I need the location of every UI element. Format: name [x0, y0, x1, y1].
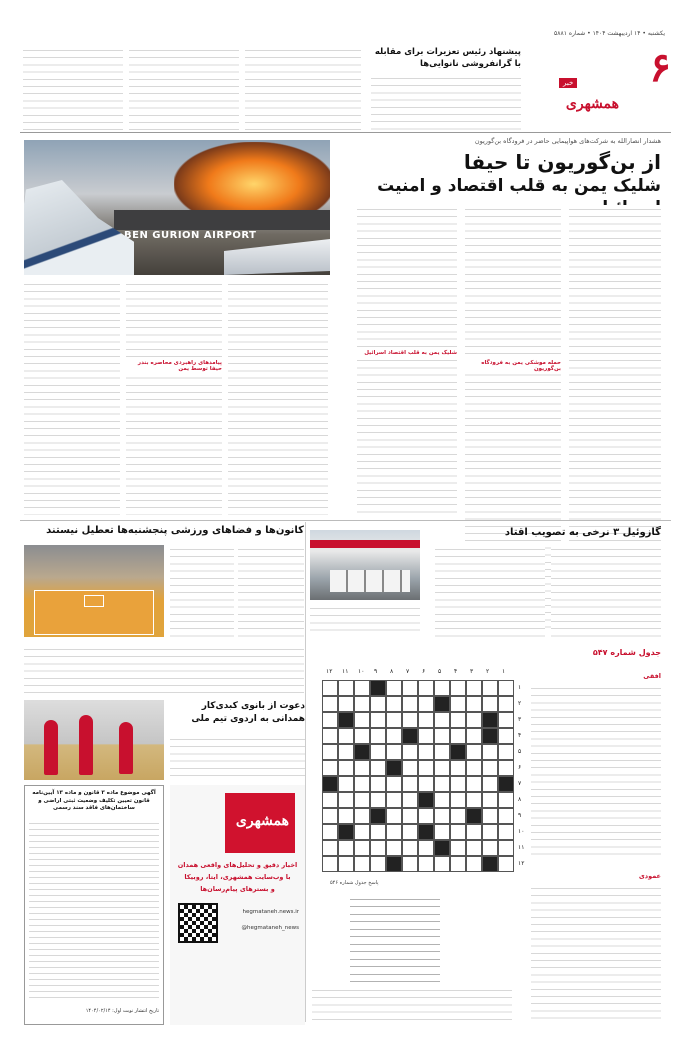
- promo-logo-tile: [225, 793, 295, 853]
- crossword-cell: [450, 792, 466, 808]
- crossword-col-number: ۱۲: [326, 668, 333, 675]
- crossword-cell: [322, 728, 338, 744]
- crossword-cell: [418, 808, 434, 824]
- crossword-cell: [434, 680, 450, 696]
- crossword-row-number: ۱: [518, 684, 522, 691]
- crossword-cell: [498, 840, 514, 856]
- crossword-cell: [434, 744, 450, 760]
- crossword-cell: [322, 856, 338, 872]
- crossword-cell: [466, 744, 482, 760]
- crossword-cell: [370, 840, 386, 856]
- crossword-cell: [386, 856, 402, 872]
- gas-text-col-1: [551, 545, 661, 637]
- crossword-cell: [466, 792, 482, 808]
- crossword-cell: [434, 840, 450, 856]
- qr-code: [178, 903, 218, 943]
- crossword-col-number: ۷: [406, 668, 410, 675]
- sports-hall-photo: [24, 545, 164, 637]
- airport-photo: [24, 140, 330, 275]
- promo-site-link[interactable]: hegmataneh.news.ir: [242, 909, 299, 915]
- top-col-3: [245, 46, 361, 132]
- crossword-cell: [466, 840, 482, 856]
- crossword-col-number: ۲: [486, 668, 490, 675]
- crossword-cell: [450, 728, 466, 744]
- crossword-row-number: ۶: [518, 764, 522, 771]
- crossword-cell: [418, 856, 434, 872]
- main-kicker: هشدار انصارالله به شرکت‌های هواپیمایی حاضر در فرودگاه بن‌گوریون: [474, 137, 661, 145]
- main-col-3: [357, 205, 457, 515]
- crossword-cell: [402, 696, 418, 712]
- gas-station-photo: [310, 530, 420, 600]
- crossword-cell: [450, 760, 466, 776]
- crossword-cell: [450, 744, 466, 760]
- crossword-cell: [498, 824, 514, 840]
- crossword-cell: [322, 680, 338, 696]
- crossword-col-number: ۹: [374, 668, 378, 675]
- crossword-row-number: ۹: [518, 812, 522, 819]
- masthead: [0, 30, 691, 130]
- crossword-cell: [386, 728, 402, 744]
- crossword-cell: [482, 696, 498, 712]
- across-clues: [531, 684, 661, 859]
- crossword-cell: [482, 744, 498, 760]
- crossword-cell: [498, 680, 514, 696]
- crossword-cell: [322, 744, 338, 760]
- crossword-cell: [370, 808, 386, 824]
- crossword-cell: [338, 808, 354, 824]
- crossword-grid: [322, 680, 514, 872]
- crossword-cell: [354, 712, 370, 728]
- crossword-cell: [434, 776, 450, 792]
- down-clues: [531, 884, 661, 1024]
- crossword-cell: [418, 760, 434, 776]
- crossword-cell: [498, 712, 514, 728]
- crossword-cell: [402, 792, 418, 808]
- side-headline: پیشنهاد رئیس تعزیرات برای مقابله با گرانفروشی نانوایی‌ها: [374, 47, 521, 69]
- extra-clues: [312, 986, 512, 1022]
- below-photo-col-3: [228, 280, 328, 515]
- crossword-cell: [354, 792, 370, 808]
- crossword-cell: [370, 792, 386, 808]
- crossword-row-number: ۱۲: [518, 860, 525, 867]
- answers-label: پاسخ جدول شماره ۵۴۶: [330, 880, 379, 886]
- crossword-cell: [466, 712, 482, 728]
- sports-headline: کانون‌ها و فضاهای ورزشی پنجشنبه‌ها تعطیل نیستند: [46, 525, 304, 536]
- crossword-cell: [466, 760, 482, 776]
- gas-headline: گازوئیل ۳ نرخی به تصویب اقتاد: [504, 527, 661, 538]
- crossword-cell: [434, 792, 450, 808]
- crossword-cell: [450, 680, 466, 696]
- below-photo-col-2: [126, 280, 222, 515]
- crossword-cell: [434, 696, 450, 712]
- crossword-cell: [466, 776, 482, 792]
- below-photo-col-1: [24, 280, 120, 515]
- kabaddi-photo: [24, 700, 164, 780]
- crossword-cell: [354, 856, 370, 872]
- crossword-cell: [402, 680, 418, 696]
- crossword-cell: [418, 728, 434, 744]
- crossword-cell: [482, 728, 498, 744]
- crossword-cell: [498, 760, 514, 776]
- crossword-cell: [482, 792, 498, 808]
- crossword-cell: [466, 728, 482, 744]
- crossword-cell: [498, 776, 514, 792]
- crossword-cell: [322, 696, 338, 712]
- header-divider: [20, 132, 671, 133]
- top-col-2: [129, 46, 239, 132]
- airport-sign: BEN GURION AIRPORT: [124, 230, 257, 241]
- crossword-cell: [418, 824, 434, 840]
- crossword-cell: [386, 696, 402, 712]
- crossword-cell: [450, 712, 466, 728]
- station-canopy: [310, 540, 420, 548]
- crossword-col-number: ۱۱: [342, 668, 349, 675]
- crossword-cell: [354, 808, 370, 824]
- promo-box: [170, 785, 305, 1025]
- crossword-cell: [482, 856, 498, 872]
- crossword-cell: [354, 728, 370, 744]
- crossword-cell: [354, 680, 370, 696]
- crossword-cell: [370, 712, 386, 728]
- crossword-row-number: ۱۱: [518, 844, 525, 851]
- crossword-cell: [402, 856, 418, 872]
- court-goal: [84, 595, 104, 607]
- crossword-cell: [418, 792, 434, 808]
- crossword-cell: [450, 808, 466, 824]
- sports-text-col-2: [238, 545, 304, 637]
- answers-grid: [350, 892, 440, 982]
- side-story-text: [371, 74, 521, 130]
- logo-box: [551, 58, 621, 118]
- crossword-col-number: ۱: [502, 668, 506, 675]
- terminal-building: [114, 210, 330, 230]
- kabaddi-headline: دعوت از بانوی کبدی‌کار همدانی به اردوی تیم ملی: [191, 701, 305, 724]
- crossword-cell: [370, 776, 386, 792]
- promo-line-3: و بسترهای پیام‌رسان‌ها: [200, 885, 275, 893]
- main-sub-heading-2: پیامدهای راهبردی محاصره بندر حیفا توسط یمن: [126, 360, 222, 372]
- main-sub-heading-3: شلیک یمن به قلب اقتصاد اسرائیل: [357, 350, 457, 356]
- crossword-cell: [370, 744, 386, 760]
- crossword-cell: [482, 824, 498, 840]
- crossword-col-number: ۴: [454, 668, 458, 675]
- crossword-cell: [370, 824, 386, 840]
- gas-text-col-2: [435, 545, 545, 637]
- crossword-cell: [482, 808, 498, 824]
- crossword-cell: [386, 744, 402, 760]
- fuel-trucks: [330, 570, 410, 592]
- crossword-cell: [418, 680, 434, 696]
- crossword-cell: [370, 696, 386, 712]
- crossword-cell: [402, 712, 418, 728]
- crossword-cell: [466, 856, 482, 872]
- crossword-cell: [354, 776, 370, 792]
- crossword-cell: [498, 728, 514, 744]
- crossword-cell: [322, 712, 338, 728]
- crossword-cell: [418, 712, 434, 728]
- crossword-cell: [482, 760, 498, 776]
- crossword-cell: [498, 744, 514, 760]
- crossword-cell: [386, 776, 402, 792]
- crossword-cell: [418, 840, 434, 856]
- promo-line-2: با وب‌سایت همشهری، ایتا، روبیکا: [184, 873, 291, 881]
- crossword-cell: [402, 808, 418, 824]
- crossword-cell: [386, 824, 402, 840]
- crossword-cell: [466, 680, 482, 696]
- crossword-cell: [338, 856, 354, 872]
- crossword-cell: [370, 760, 386, 776]
- crossword-row-number: ۷: [518, 780, 522, 787]
- crossword-col-numbers: [322, 668, 514, 678]
- down-label: عمودی: [638, 872, 661, 880]
- crossword-cell: [482, 776, 498, 792]
- crossword-cell: [450, 776, 466, 792]
- crossword-row-number: ۵: [518, 748, 522, 755]
- crossword-cell: [402, 728, 418, 744]
- crossword-cell: [498, 808, 514, 824]
- crossword-cell: [322, 824, 338, 840]
- crossword-col-number: ۱۰: [358, 668, 365, 675]
- crossword-row-number: ۴: [518, 732, 522, 739]
- section-label: خبر: [559, 78, 577, 88]
- legal-notice: [24, 785, 164, 1025]
- crossword-cell: [354, 840, 370, 856]
- crossword-cell: [338, 792, 354, 808]
- crossword-cell: [402, 776, 418, 792]
- logo-text: همشهری: [565, 96, 619, 112]
- crossword-cell: [498, 792, 514, 808]
- main-title-line2: شلیک یمن به قلب اقتصاد و امنیت: [377, 176, 661, 196]
- crossword-row-number: ۸: [518, 796, 522, 803]
- crossword-cell: [322, 776, 338, 792]
- crossword-cell: [418, 776, 434, 792]
- crossword-cell: [370, 856, 386, 872]
- crossword-cell: [322, 840, 338, 856]
- crossword-cell: [322, 808, 338, 824]
- crossword-cell: [386, 792, 402, 808]
- sports-text-col-1: [170, 545, 234, 637]
- crossword-cell: [402, 744, 418, 760]
- crossword-cell: [338, 744, 354, 760]
- crossword-cell: [354, 744, 370, 760]
- main-title-line1: از بن‌گوریون تا حیفا: [463, 150, 661, 174]
- crossword-cell: [418, 696, 434, 712]
- crossword-col-number: ۸: [390, 668, 394, 675]
- crossword-cell: [482, 680, 498, 696]
- crossword-cell: [386, 840, 402, 856]
- crossword-cell: [402, 824, 418, 840]
- sports-text-col-3: [24, 645, 304, 695]
- top-col-1: [23, 46, 123, 132]
- crossword-col-number: ۶: [422, 668, 426, 675]
- crossword-row-number: ۳: [518, 716, 522, 723]
- crossword-cell: [354, 824, 370, 840]
- player-2: [79, 715, 93, 775]
- notice-title: آگهی موضوع ماده ۳ قانون و ماده ۱۳ آیین‌نامه قانون تعیین تکلیف وضعیت ثبتی اراضی و ساختمان‌های فاقد سند رسمی: [32, 790, 156, 811]
- crossword-cell: [370, 728, 386, 744]
- crossword-cell: [482, 840, 498, 856]
- crossword-cell: [482, 712, 498, 728]
- crossword-cell: [386, 680, 402, 696]
- crossword-cell: [402, 840, 418, 856]
- crossword-cell: [322, 792, 338, 808]
- crossword-title: جدول شماره ۵۴۷: [592, 648, 661, 657]
- crossword-cell: [450, 824, 466, 840]
- promo-line-1: اخبار دقیق و تحلیل‌های واقعی همدان: [177, 861, 298, 869]
- crossword-cell: [322, 760, 338, 776]
- crossword-cell: [386, 712, 402, 728]
- crossword-cell: [354, 760, 370, 776]
- airplane-right: [224, 235, 330, 275]
- crossword-cell: [498, 856, 514, 872]
- notice-footer: تاریخ انتشار نوبت اول: ۱۴۰۴/۰۲/۱۴: [85, 1008, 159, 1014]
- crossword-cell: [386, 808, 402, 824]
- crossword-cell: [402, 760, 418, 776]
- crossword-cell: [450, 840, 466, 856]
- crossword-cell: [434, 712, 450, 728]
- explosion-shape: [174, 142, 330, 212]
- crossword-col-number: ۳: [470, 668, 474, 675]
- player-3: [119, 722, 133, 774]
- crossword-cell: [434, 808, 450, 824]
- crossword-cell: [466, 696, 482, 712]
- across-label: افقی: [643, 672, 661, 680]
- column-divider: [305, 522, 306, 1022]
- crossword-cell: [434, 824, 450, 840]
- crossword-cell: [338, 840, 354, 856]
- crossword-cell: [370, 680, 386, 696]
- crossword-row-number: ۱۰: [518, 828, 525, 835]
- crossword-row-numbers: [516, 680, 526, 872]
- player-1: [44, 720, 58, 775]
- crossword-cell: [338, 760, 354, 776]
- promo-logo-text: همشهری: [235, 813, 289, 829]
- crossword-cell: [386, 760, 402, 776]
- main-story-divider: [20, 520, 671, 521]
- crossword-cell: [338, 712, 354, 728]
- crossword-cell: [434, 728, 450, 744]
- notice-body: [29, 820, 159, 1000]
- crossword-cell: [466, 808, 482, 824]
- crossword-col-number: ۵: [438, 668, 442, 675]
- kabaddi-text: [170, 735, 305, 780]
- crossword-cell: [338, 728, 354, 744]
- crossword-cell: [338, 680, 354, 696]
- promo-handle-link[interactable]: @hegmataneh_news: [241, 925, 299, 931]
- crossword-cell: [450, 696, 466, 712]
- page-number: ۶: [649, 44, 671, 91]
- crossword-cell: [498, 696, 514, 712]
- crossword-cell: [338, 824, 354, 840]
- crossword-cell: [338, 696, 354, 712]
- date-line: یکشنبه • ۱۴ اردیبهشت ۱۴۰۴ • شماره ۵۸۸۱: [554, 30, 665, 37]
- crossword-cell: [418, 744, 434, 760]
- crossword-cell: [434, 856, 450, 872]
- crossword-cell: [450, 856, 466, 872]
- main-sub-heading-1: حمله موشکی یمن به فرودگاه بن‌گوریون: [465, 360, 561, 372]
- crossword-row-number: ۲: [518, 700, 522, 707]
- crossword-cell: [466, 824, 482, 840]
- crossword-cell: [434, 760, 450, 776]
- gas-text-col-3: [310, 604, 420, 637]
- crossword-cell: [354, 696, 370, 712]
- crossword-cell: [338, 776, 354, 792]
